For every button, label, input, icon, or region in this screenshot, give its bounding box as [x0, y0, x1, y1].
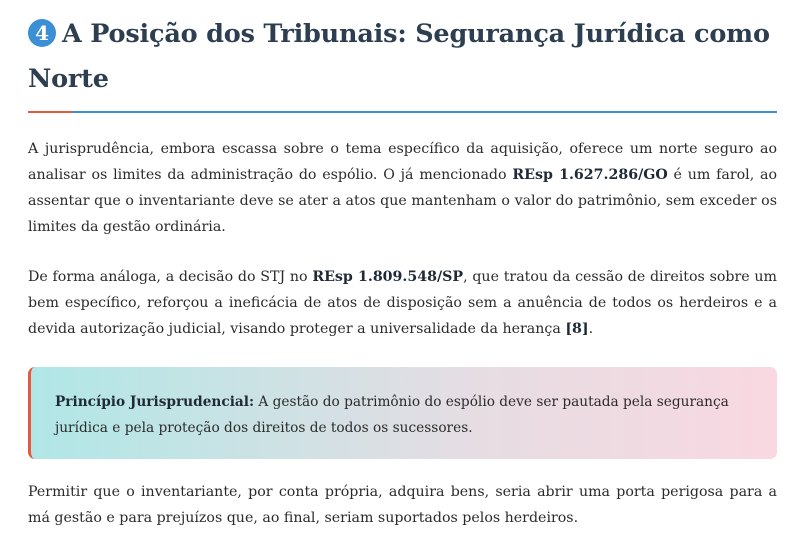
- paragraph-2-text-a: De forma análoga, a decisão do STJ no: [28, 269, 313, 285]
- citation-reference[interactable]: [8]: [565, 321, 589, 337]
- article-section: [28, 0, 777, 531]
- heading-underline-accent: [28, 111, 72, 113]
- heading-underline: [28, 111, 777, 113]
- callout-body: A gestão do patrimônio do espólio deve ser pautada pela segurança jurídica e pela proteção dos direitos de todos os sucessores.: [55, 394, 729, 436]
- paragraph-1-text-a: A jurisprudência, embora escassa sobre o tema específico da aquisição, oferece um norte seguro ao analisar os limites da administração do espólio. O já mencionado: [28, 141, 777, 183]
- paragraph-1: [28, 136, 777, 240]
- case-reference-1: REsp 1.627.286/GO: [512, 167, 668, 183]
- callout-label: Princípio Jurisprudencial:: [55, 394, 255, 410]
- principle-callout: [28, 367, 777, 459]
- paragraph-3: Permitir que o inventariante, por conta própria, adquira bens, seria abrir uma porta perigosa para a má gestão e para prejuízos que, ao final, seriam suportados pelos herdeiros.: [28, 484, 777, 526]
- section-number-badge: 4: [28, 19, 56, 47]
- section-heading: [28, 12, 777, 102]
- paragraph-2: [28, 264, 777, 342]
- callout-text: [55, 389, 753, 441]
- paragraph-1-text-b: é um farol, ao assentar que o inventariante deve se ater a atos que mantenham o valor do patrimônio, sem exceder os limites da gestão ordinária.: [28, 167, 778, 235]
- case-reference-2: REsp 1.809.548/SP: [312, 269, 464, 285]
- paragraph-2-text-b: , que tratou da cessão de direitos sobre um bem específico, reforçou a ineficácia de atos de disposição sem a anuência de todos os herdeiros e a devida autorização judicial, visando proteger a universalidade da herança: [28, 269, 777, 337]
- paragraph-2-text-c: .: [588, 321, 594, 337]
- section-title: A Posição dos Tribunais: Segurança Jurídica como Norte: [28, 19, 770, 94]
